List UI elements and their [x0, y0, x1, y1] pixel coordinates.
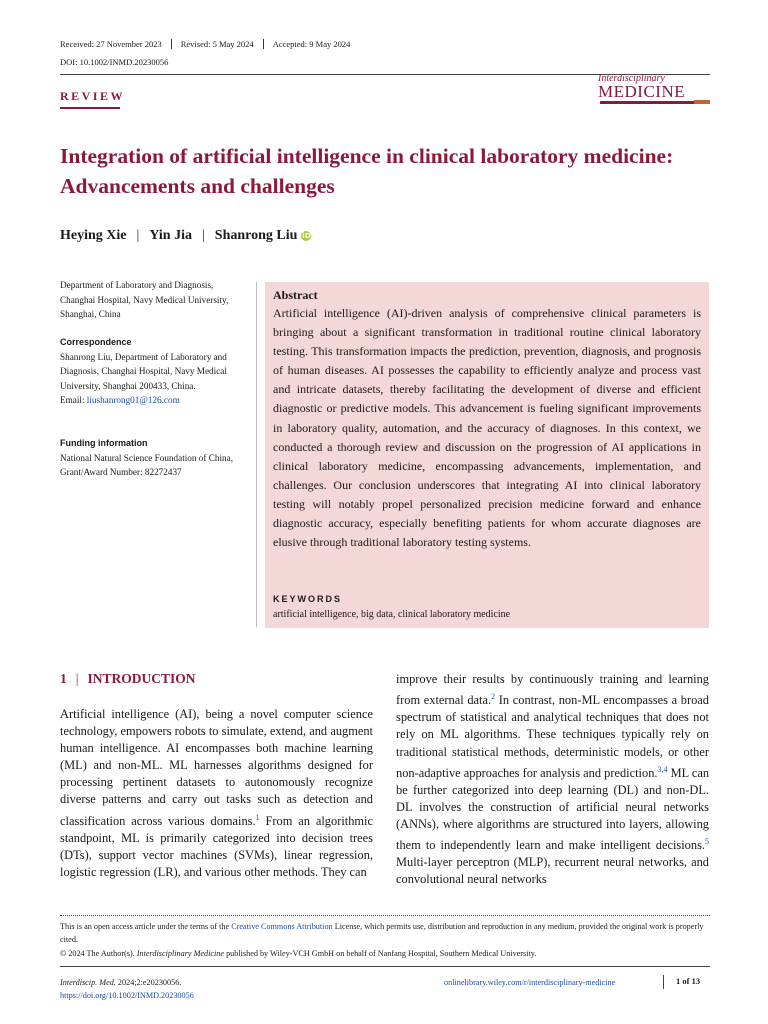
body-text: Artificial intelligence (AI), being a novel computer science technology, empowers robots to simulate, extend, and augment human intelligence. AI encompasses both machine learning (ML) and non-ML. ML harnesses algorithms designed for processing pertinent datasets to autonomously recognize diverse patterns and carry out tasks such as detection and classification across various domains. [60, 707, 373, 828]
affiliation: Department of Laboratory and Diagnosis, Changhai Hospital, Navy Medical University, Shanghai, China [60, 280, 229, 319]
copyright-text: published by Wiley-VCH GmbH on behalf of Nanfang Hospital, Southern Medical University. [224, 949, 537, 958]
author-name[interactable]: Heying Xie [60, 228, 127, 243]
copyright-note [60, 947, 710, 960]
author-list [60, 228, 311, 244]
correspondence-text: Shanrong Liu, Department of Laboratory and Diagnosis, Changhai Hospital, Navy Medical University, Shanghai 200433, China. [60, 351, 227, 391]
doi-link[interactable]: https://doi.org/10.1002/INMD.20230056 [60, 991, 194, 1000]
funding-block [60, 436, 245, 480]
reference-link[interactable]: 2 [491, 692, 496, 702]
abstract-heading: Abstract [273, 288, 318, 302]
citation-text: 2024;2:e20230056. [115, 978, 182, 987]
doi-label: DOI: 10.1002/INMD.20230056 [60, 57, 169, 67]
author-separator: | [136, 228, 140, 243]
license-link[interactable]: Creative Commons Attribution [231, 922, 333, 931]
funding-text: National Natural Science Foundation of China, Grant/Award Number: 82272437 [60, 452, 233, 477]
license-note [60, 920, 710, 946]
section-number: 1 [60, 671, 67, 686]
article-title: Integration of artificial intelligence in clinical laboratory medicine: Advancements and challenges [60, 144, 674, 198]
reference-link[interactable]: 1 [255, 812, 260, 822]
footer-separator [663, 975, 664, 989]
body-text: ML can be further categorized into deep learning (DL) and non-DL. DL involves the construction of artificial neural networks (ANNs), where algorithms are structured into layers, allowing them to independently learn and make intelligent decisions. [396, 765, 710, 853]
author-name[interactable]: Yin Jia [149, 228, 192, 243]
footnote-divider [60, 915, 710, 916]
journal-logo-main: MEDICINE [598, 82, 686, 101]
footer-divider [60, 966, 710, 967]
section-heading [60, 671, 195, 687]
keywords-heading: KEYWORDS [273, 594, 343, 604]
abstract-box [265, 282, 709, 628]
section-label: REVIEW [60, 89, 126, 103]
doi-link-wrap [60, 989, 194, 1002]
abstract-text: Artificial intelligence (AI)-driven analysis of comprehensive clinical parameters is bringing about a significant transformation in traditional routine clinical laboratory testing. This transformation impacts the prediction, prevention, diagnosis, and prognosis of human diseases. AI possesses the capability to efficiently analyze and process vast and intricate datasets, thereby facilitating the development of diverse and efficient diagnostic or predictive models. This advancement is fueling significant improvements in laboratory quality, automation, and the accuracy of diagnoses. In this context, we conducted a thorough review and discussion on the progression of AI applications in clinical laboratory medicine, encompassing advancements, implementation, and challenges. Our conclusion underscores that integrating AI into clinical laboratory testing will notably propel personalized precision medicine forward and enhance diagnostic accuracy, especially benefiting patients for whom accurate diagnoses are elusive through traditional laboratory testing systems. [273, 306, 701, 550]
body-text: improve their results by continuously training and learning from external data. [396, 672, 709, 708]
email-label: Email: [60, 395, 87, 405]
received-date: Received: 27 November 2023 [60, 39, 162, 49]
body-text: In contrast, non-ML encompasses a broad spectrum of statistical and analytical techniques that does not rely on ML algorithms. These techniques typically rely on traditional statistical methods, deterministic models, or other non-adaptive approaches for analysis and prediction. [396, 693, 710, 780]
journal-logo-bar [600, 101, 704, 104]
funding-heading: Funding information [60, 438, 148, 448]
citation [60, 976, 181, 989]
article-dates [60, 36, 359, 52]
correspondence-block [60, 335, 245, 408]
body-text: Multi-layer perceptron (MLP), recurrent neural networks, and convolutional neural networks [396, 855, 709, 887]
copyright-journal: Interdisciplinary Medicine [136, 949, 225, 958]
section-label-underline [60, 107, 120, 109]
journal-logo [598, 73, 710, 104]
reference-link[interactable]: 5 [705, 837, 709, 847]
keywords-list: artificial intelligence, big data, clinical laboratory medicine [273, 609, 511, 620]
email-link[interactable]: liushanrong01@126.com [86, 395, 180, 405]
copyright-text: © 2024 The Author(s). [60, 949, 137, 958]
page-number: 1 of 13 [676, 976, 701, 986]
orcid-icon[interactable]: iD [302, 232, 311, 240]
correspondence-heading: Correspondence [60, 337, 132, 347]
license-text: License, which permits use, distribution and reproduction in any medium, provided the original work is properly cited. [60, 922, 704, 944]
accepted-date: Accepted: 9 May 2024 [263, 39, 360, 49]
section-separator: | [75, 671, 79, 686]
license-text: This is an open access article under the terms of the [60, 922, 232, 931]
journal-logo-top: Interdisciplinary [598, 73, 665, 84]
body-text: From an algorithmic standpoint, ML is primarily categorized into decision trees (DTs), support vector machines (SVMs), linear regression, logistic regression (LR), and various other methods. They can [60, 813, 373, 879]
reference-link[interactable]: 3,4 [657, 764, 668, 774]
site-link-wrap [444, 976, 615, 989]
body-column-left [60, 706, 373, 881]
site-link[interactable]: onlinelibrary.wiley.com/r/interdisciplinary-medicine [444, 978, 616, 987]
body-column-right [396, 671, 709, 889]
author-separator: | [201, 228, 205, 243]
revised-date: Revised: 5 May 2024 [171, 39, 263, 49]
email-line [60, 393, 245, 408]
sidebar-divider [256, 282, 257, 627]
author-name[interactable]: Shanrong Liu [214, 228, 298, 243]
section-title: INTRODUCTION [87, 671, 196, 686]
citation-journal: Interdiscip. Med. [60, 978, 116, 987]
